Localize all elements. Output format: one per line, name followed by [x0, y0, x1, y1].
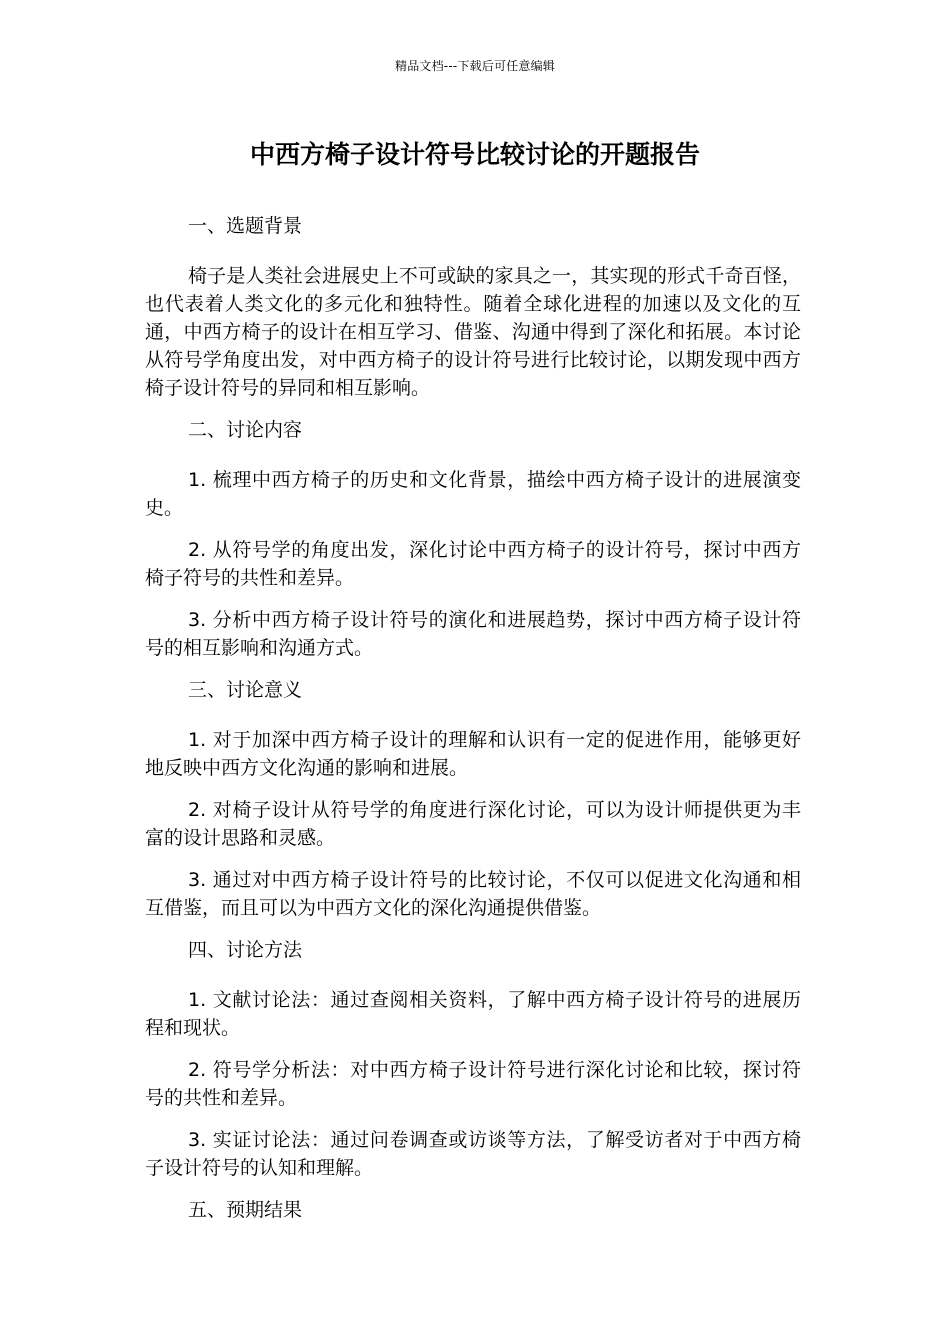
list-item: 2. 对椅子设计从符号学的角度进行深化讨论，可以为设计师提供更为丰富的设计思路和灵感。	[145, 799, 801, 849]
list-item: 1. 文献讨论法：通过查阅相关资料，了解中西方椅子设计符号的进展历程和现状。	[145, 989, 801, 1039]
list-item: 3. 分析中西方椅子设计符号的演化和进展趋势，探讨中西方椅子设计符号的相互影响和沟通方式。	[145, 609, 801, 659]
section-background	[145, 212, 801, 402]
list-item: 3. 实证讨论法：通过问卷调查或访谈等方法，了解受访者对于中西方椅子设计符号的认知和理解。	[145, 1129, 801, 1179]
section-significance	[145, 676, 801, 922]
list-item: 2. 符号学分析法：对中西方椅子设计符号进行深化讨论和比较，探讨符号的共性和差异。	[145, 1059, 801, 1109]
section-heading: 五、预期结果	[188, 1199, 303, 1221]
section-heading: 二、讨论内容	[188, 419, 303, 441]
list-item: 1. 梳理中西方椅子的历史和文化背景，描绘中西方椅子设计的进展演变史。	[145, 469, 801, 519]
section-heading: 一、选题背景	[188, 215, 303, 237]
page-header-note: 精品文档---下载后可任意编辑	[395, 59, 555, 73]
section-heading: 四、讨论方法	[188, 939, 303, 961]
section-content	[145, 416, 801, 662]
list-item: 1. 对于加深中西方椅子设计的理解和认识有一定的促进作用，能够更好地反映中西方文化沟通的影响和进展。	[145, 729, 801, 779]
list-item: 3. 通过对中西方椅子设计符号的比较讨论，不仅可以促进文化沟通和相互借鉴，而且可以为中西方文化的深化沟通提供借鉴。	[145, 869, 801, 919]
section-heading: 三、讨论意义	[188, 679, 303, 701]
document-body	[145, 212, 801, 1246]
list-item: 2. 从符号学的角度出发，深化讨论中西方椅子的设计符号，探讨中西方椅子符号的共性和差异。	[145, 539, 801, 589]
section-methods	[145, 936, 801, 1182]
document-title: 中西方椅子设计符号比较讨论的开题报告	[249, 140, 700, 169]
paragraph: 椅子是人类社会进展史上不可或缺的家具之一，其实现的形式千奇百怪，也代表着人类文化的多元化和独特性。随着全球化进程的加速以及文化的互通，中西方椅子的设计在相互学习、借鉴、沟通中得到了深化和拓展。本讨论从符号学角度出发，对中西方椅子的设计符号进行比较讨论，以期发现中西方椅子设计符号的异同和相互影响。	[145, 265, 801, 399]
section-expected-results	[145, 1196, 801, 1224]
